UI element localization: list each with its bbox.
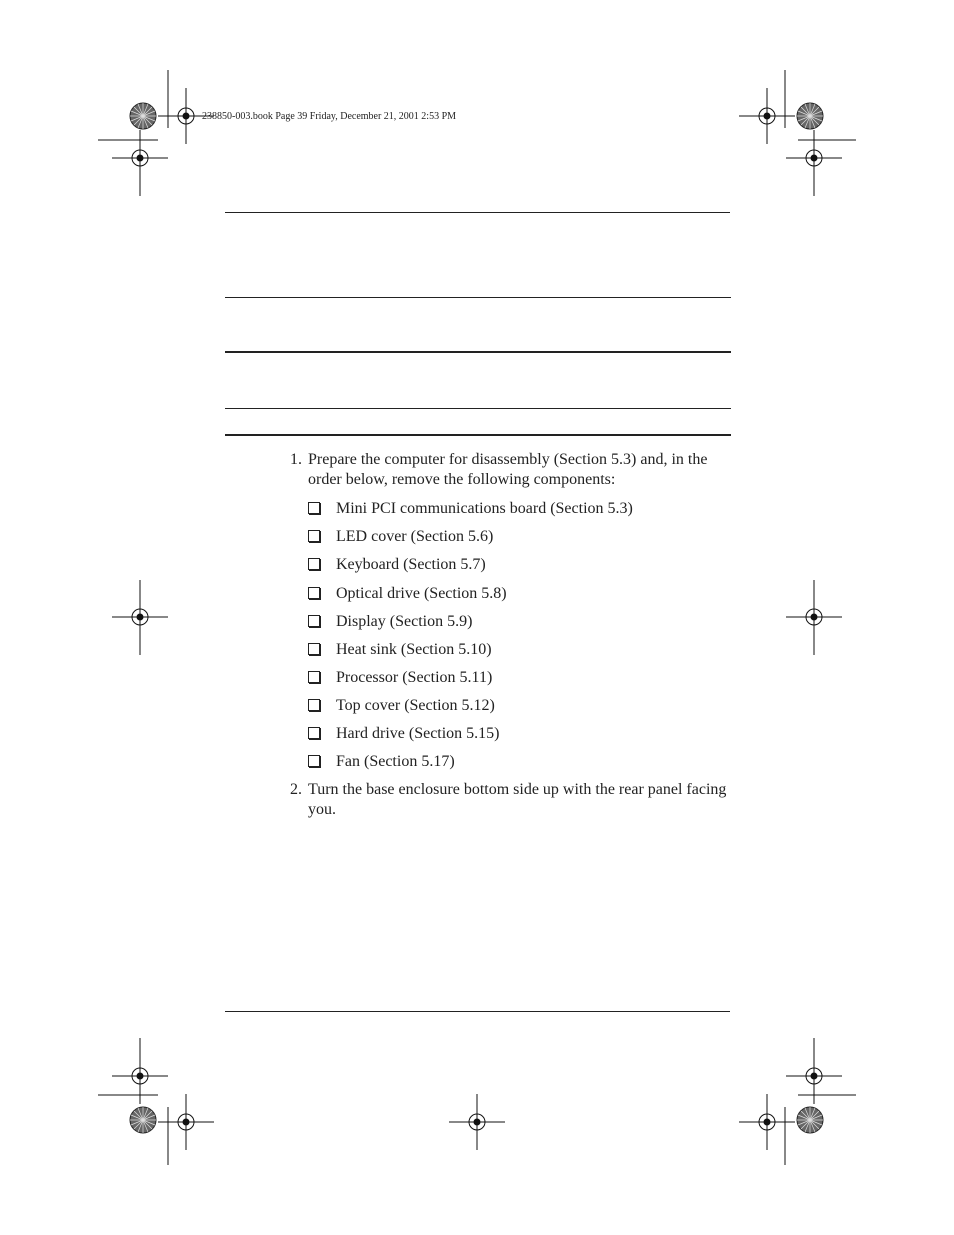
step-text: Prepare the computer for disassembly (Section 5.3) and, in the order below, remove the following components: — [308, 451, 708, 488]
checkbox-bullet-icon — [308, 643, 320, 655]
component-list-item: Display (Section 5.9) — [308, 612, 472, 632]
checkbox-bullet-icon — [308, 615, 320, 627]
section-rule-thick — [225, 351, 731, 353]
step-text: Turn the base enclosure bottom side up with the rear panel facing you. — [308, 781, 727, 818]
component-list-item: Keyboard (Section 5.7) — [308, 555, 486, 575]
checkbox-bullet-icon — [308, 587, 320, 599]
star-target-icon — [130, 103, 156, 129]
checkbox-bullet-icon — [308, 755, 320, 767]
component-list-item: Hard drive (Section 5.15) — [308, 724, 500, 744]
checkbox-bullet-icon — [308, 727, 320, 739]
section-rule — [225, 408, 731, 409]
checkbox-bullet-icon — [308, 530, 320, 542]
footer-rule — [225, 1011, 730, 1012]
header-rule — [225, 212, 730, 213]
checkbox-bullet-icon — [308, 558, 320, 570]
checkbox-bullet-icon — [308, 699, 320, 711]
registration-cross-icon — [739, 1094, 795, 1150]
step-number: 1. — [290, 451, 302, 468]
component-list-item: Mini PCI communications board (Section 5.3) — [308, 499, 633, 519]
section-rule-thick — [225, 434, 731, 436]
step-number: 2. — [290, 781, 302, 798]
star-target-icon — [130, 1107, 156, 1133]
registration-cross-icon — [739, 88, 795, 144]
section-rule — [225, 297, 731, 298]
checkbox-bullet-icon — [308, 671, 320, 683]
component-list-item: Processor (Section 5.11) — [308, 668, 492, 688]
component-list-item: Fan (Section 5.17) — [308, 752, 455, 772]
component-list-item: LED cover (Section 5.6) — [308, 527, 493, 547]
component-list-item: Heat sink (Section 5.10) — [308, 640, 492, 660]
component-list-item: Top cover (Section 5.12) — [308, 696, 495, 716]
star-target-icon — [797, 1107, 823, 1133]
print-slug: 238850-003.book Page 39 Friday, December 21, 2001 2:53 PM — [202, 111, 457, 122]
star-target-icon — [797, 103, 823, 129]
checkbox-bullet-icon — [308, 502, 320, 514]
registration-cross-icon — [158, 1094, 214, 1150]
component-list-item: Optical drive (Section 5.8) — [308, 584, 507, 604]
